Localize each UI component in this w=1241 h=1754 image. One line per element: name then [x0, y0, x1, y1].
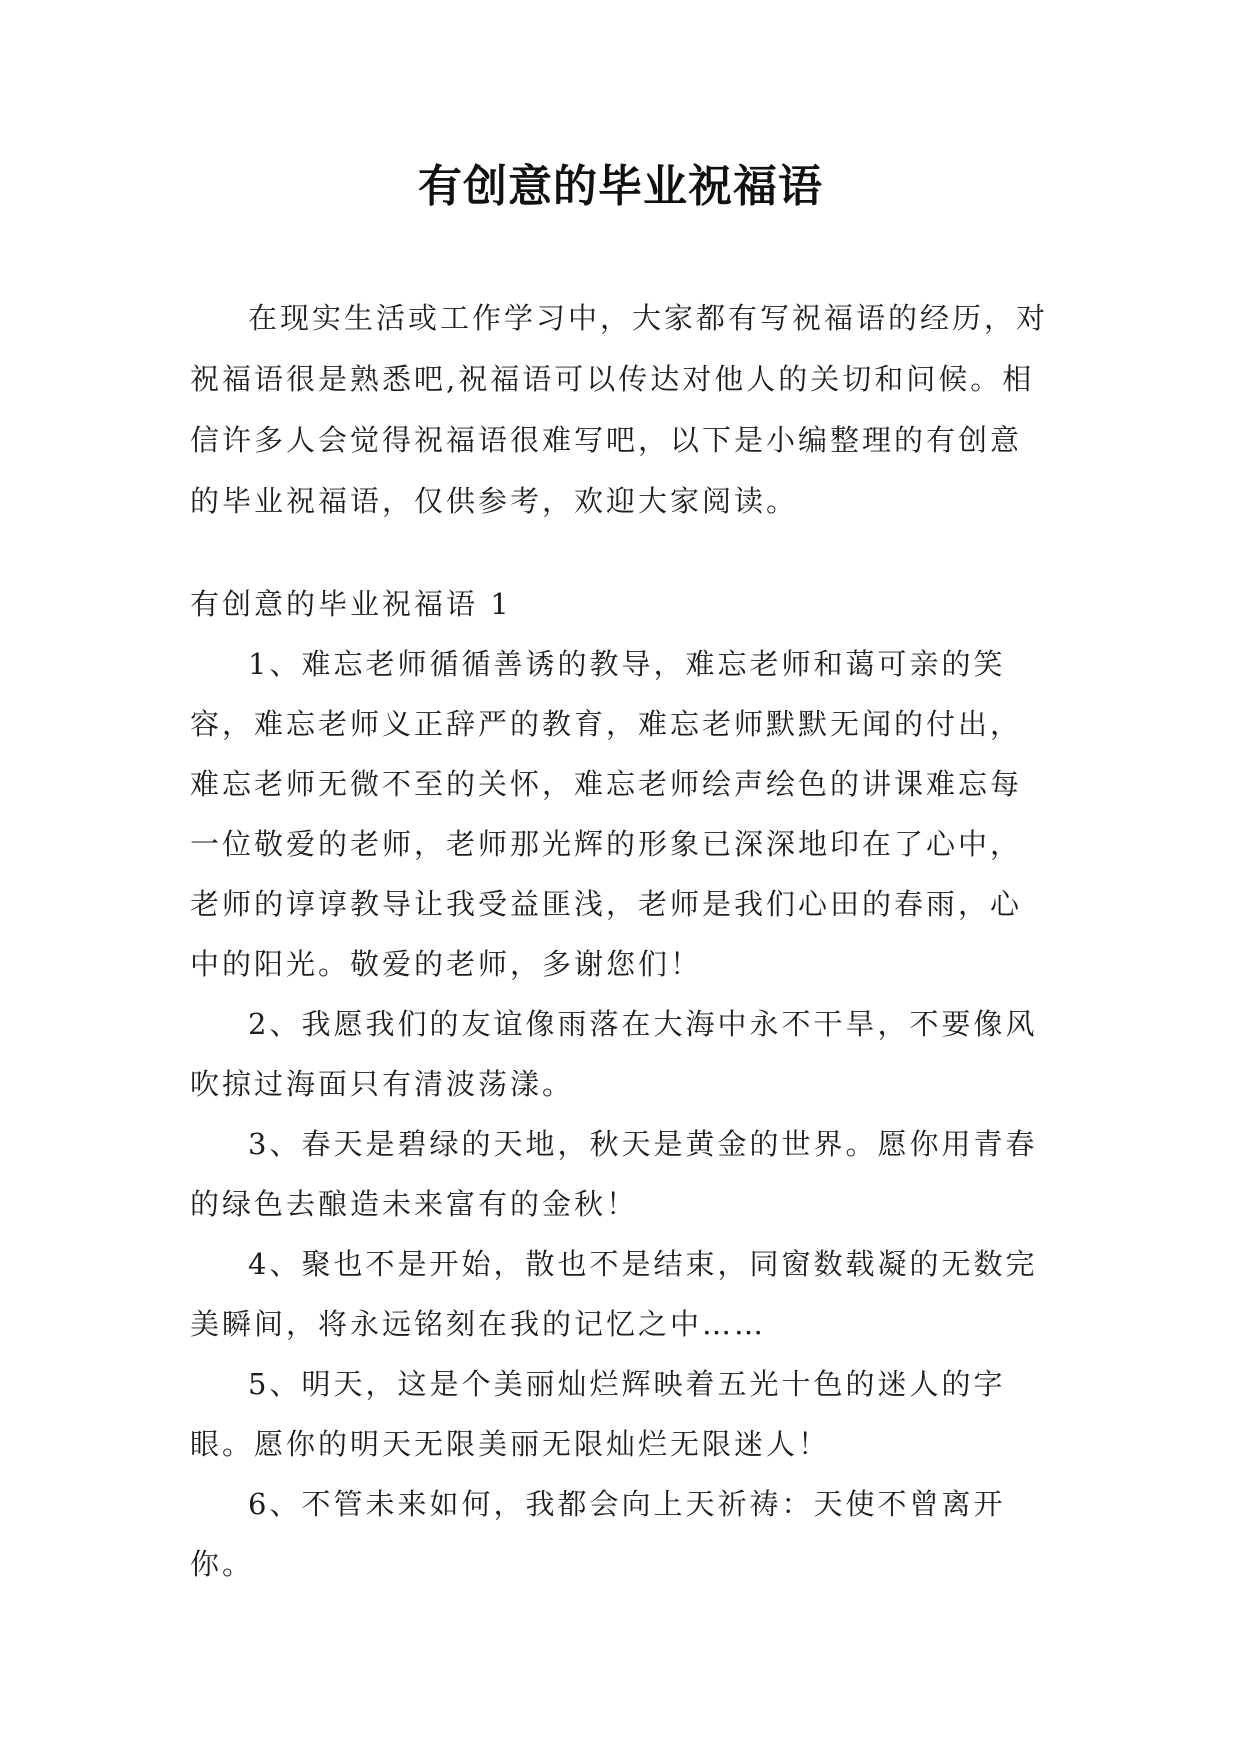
- section-heading: 有创意的毕业祝福语 1: [190, 587, 512, 621]
- document-title: 有创意的毕业祝福语: [418, 161, 823, 212]
- blessing-item-4: 4、聚也不是开始，散也不是结束，同窗数载凝的无数完美瞬间，将永远铭刻在我的记忆之中……: [190, 1247, 1038, 1341]
- blessing-item-3: 3、春天是碧绿的天地，秋天是黄金的世界。愿你用青春的绿色去酿造未来富有的金秋！: [190, 1127, 1038, 1221]
- blessing-item-1: 1、难忘老师循循善诱的教导，难忘老师和蔼可亲的笑容，难忘老师义正辞严的教育，难忘老师默默无闻的付出，难忘老师无微不至的关怀，难忘老师绘声绘色的讲课难忘每一位敬爱的老师，老师那光辉的形象已深深地印在了心中，老师的谆谆教导让我受益匪浅，老师是我们心田的春雨，心中的阳光。敬爱的老师，多谢您们！: [190, 647, 1023, 981]
- intro-paragraph: 在现实生活或工作学习中，大家都有写祝福语的经历，对祝福语很是熟悉吧,祝福语可以传达对他人的关切和问候。相信许多人会觉得祝福语很难写吧，以下是小编整理的有创意的毕业祝福语，仅供参考，欢迎大家阅读。: [190, 301, 1049, 518]
- blessing-item-6: 6、不管未来如何，我都会向上天祈祷：天使不曾离开你。: [190, 1487, 1006, 1581]
- intro-block: [190, 288, 1050, 532]
- blessing-item-5: 5、明天，这是个美丽灿烂辉映着五光十色的迷人的字眼。愿你的明天无限美丽无限灿烂无限迷人！: [190, 1367, 1006, 1461]
- blessing-list: [190, 634, 1050, 1594]
- blessing-item-2: 2、我愿我们的友谊像雨落在大海中永不干旱，不要像风吹掠过海面只有清波荡漾。: [190, 1007, 1038, 1101]
